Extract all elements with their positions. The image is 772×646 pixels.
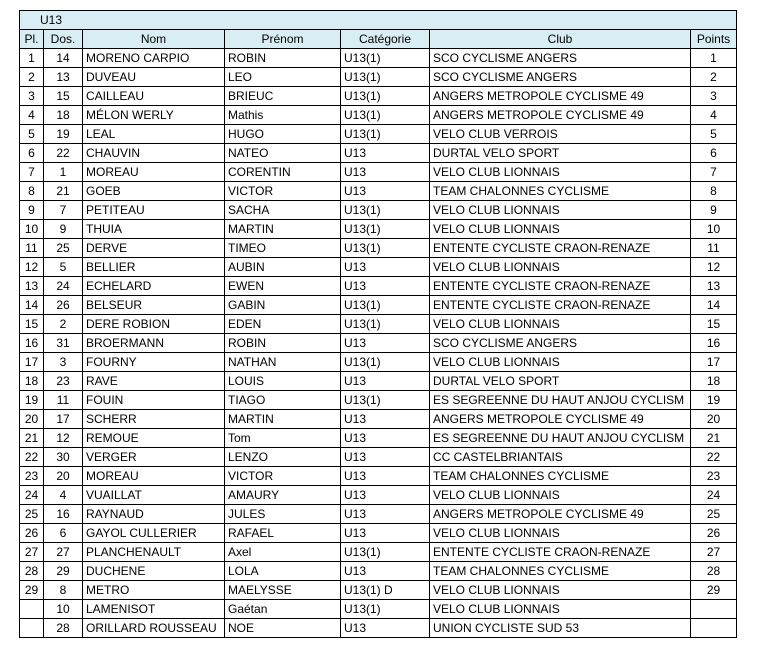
cell-points: 16	[691, 334, 737, 353]
cell-club: ES SEGREENNE DU HAUT ANJOU CYCLISM	[430, 429, 691, 448]
cell-place: 20	[20, 410, 44, 429]
table-row	[20, 144, 737, 163]
cell-last-name: VERGER	[83, 448, 225, 467]
table-row	[20, 372, 737, 391]
cell-category: U13(1)	[341, 49, 430, 68]
cell-first-name: NATEO	[225, 144, 341, 163]
cell-bib: 20	[44, 467, 83, 486]
table-row	[20, 201, 737, 220]
cell-club: VELO CLUB LIONNAIS	[430, 201, 691, 220]
table-row	[20, 87, 737, 106]
cell-first-name: NOE	[225, 619, 341, 638]
cell-club: ANGERS METROPOLE CYCLISME 49	[430, 410, 691, 429]
cell-club: VELO CLUB LIONNAIS	[430, 486, 691, 505]
results-table	[19, 10, 737, 638]
cell-place: 8	[20, 182, 44, 201]
category-title-row	[20, 11, 737, 30]
cell-points	[691, 600, 737, 619]
header-points: Points	[691, 30, 737, 49]
cell-last-name: MOREAU	[83, 467, 225, 486]
table-row	[20, 296, 737, 315]
table-row	[20, 486, 737, 505]
cell-bib: 9	[44, 220, 83, 239]
cell-bib: 11	[44, 391, 83, 410]
table-row	[20, 429, 737, 448]
cell-points: 1	[691, 49, 737, 68]
cell-category: U13(1)	[341, 353, 430, 372]
cell-place	[20, 619, 44, 638]
table-row	[20, 562, 737, 581]
cell-category: U13	[341, 619, 430, 638]
cell-club: DURTAL VELO SPORT	[430, 144, 691, 163]
cell-last-name: LEAL	[83, 125, 225, 144]
cell-points: 25	[691, 505, 737, 524]
cell-place: 9	[20, 201, 44, 220]
cell-place: 10	[20, 220, 44, 239]
cell-points: 2	[691, 68, 737, 87]
cell-last-name: METRO	[83, 581, 225, 600]
cell-bib: 19	[44, 125, 83, 144]
cell-points	[691, 619, 737, 638]
cell-bib: 24	[44, 277, 83, 296]
cell-category: U13	[341, 505, 430, 524]
cell-last-name: FOUIN	[83, 391, 225, 410]
cell-last-name: MORENO CARPIO	[83, 49, 225, 68]
cell-points: 8	[691, 182, 737, 201]
cell-last-name: CAILLEAU	[83, 87, 225, 106]
cell-bib: 27	[44, 543, 83, 562]
cell-first-name: TIMEO	[225, 239, 341, 258]
cell-first-name: AMAURY	[225, 486, 341, 505]
cell-points: 21	[691, 429, 737, 448]
cell-place: 13	[20, 277, 44, 296]
cell-first-name: AUBIN	[225, 258, 341, 277]
cell-category: U13(1)	[341, 543, 430, 562]
table-row	[20, 619, 737, 638]
cell-last-name: THUIA	[83, 220, 225, 239]
cell-place: 22	[20, 448, 44, 467]
cell-points: 15	[691, 315, 737, 334]
cell-club: VELO CLUB LIONNAIS	[430, 353, 691, 372]
cell-first-name: Tom	[225, 429, 341, 448]
cell-bib: 30	[44, 448, 83, 467]
cell-place: 12	[20, 258, 44, 277]
cell-first-name: Gaétan	[225, 600, 341, 619]
cell-club: ENTENTE CYCLISTE CRAON-RENAZE	[430, 239, 691, 258]
cell-category: U13(1)	[341, 87, 430, 106]
cell-bib: 31	[44, 334, 83, 353]
cell-bib: 25	[44, 239, 83, 258]
cell-points: 23	[691, 467, 737, 486]
cell-place: 28	[20, 562, 44, 581]
table-row	[20, 581, 737, 600]
cell-category: U13	[341, 410, 430, 429]
cell-club: ES SEGREENNE DU HAUT ANJOU CYCLISM	[430, 391, 691, 410]
cell-points: 22	[691, 448, 737, 467]
cell-category: U13	[341, 562, 430, 581]
cell-category: U13(1)	[341, 600, 430, 619]
cell-bib: 21	[44, 182, 83, 201]
cell-place	[20, 600, 44, 619]
cell-last-name: RAYNAUD	[83, 505, 225, 524]
table-row	[20, 163, 737, 182]
cell-first-name: SACHA	[225, 201, 341, 220]
cell-bib: 17	[44, 410, 83, 429]
cell-last-name: REMOUE	[83, 429, 225, 448]
cell-category: U13(1)	[341, 315, 430, 334]
cell-points: 3	[691, 87, 737, 106]
cell-last-name: SCHERR	[83, 410, 225, 429]
cell-category: U13	[341, 429, 430, 448]
cell-place: 5	[20, 125, 44, 144]
table-row	[20, 448, 737, 467]
cell-bib: 16	[44, 505, 83, 524]
table-row	[20, 543, 737, 562]
cell-bib: 13	[44, 68, 83, 87]
cell-place: 6	[20, 144, 44, 163]
cell-club: ANGERS METROPOLE CYCLISME 49	[430, 505, 691, 524]
cell-last-name: GAYOL CULLERIER	[83, 524, 225, 543]
cell-first-name: LENZO	[225, 448, 341, 467]
cell-place: 11	[20, 239, 44, 258]
cell-place: 16	[20, 334, 44, 353]
table-row	[20, 125, 737, 144]
cell-club: ENTENTE CYCLISTE CRAON-RENAZE	[430, 277, 691, 296]
cell-first-name: CORENTIN	[225, 163, 341, 182]
cell-last-name: ECHELARD	[83, 277, 225, 296]
cell-bib: 12	[44, 429, 83, 448]
cell-club: ENTENTE CYCLISTE CRAON-RENAZE	[430, 296, 691, 315]
cell-club: VELO CLUB LIONNAIS	[430, 600, 691, 619]
table-row	[20, 49, 737, 68]
cell-club: ANGERS METROPOLE CYCLISME 49	[430, 106, 691, 125]
cell-points: 10	[691, 220, 737, 239]
table-row	[20, 391, 737, 410]
cell-category: U13(1)	[341, 391, 430, 410]
cell-bib: 14	[44, 49, 83, 68]
cell-first-name: JULES	[225, 505, 341, 524]
cell-category: U13(1)	[341, 125, 430, 144]
header-nom: Nom	[83, 30, 225, 49]
cell-club: TEAM CHALONNES CYCLISME	[430, 467, 691, 486]
cell-first-name: BRIEUC	[225, 87, 341, 106]
cell-points: 12	[691, 258, 737, 277]
cell-first-name: TIAGO	[225, 391, 341, 410]
cell-points: 14	[691, 296, 737, 315]
cell-category: U13	[341, 163, 430, 182]
cell-last-name: CHAUVIN	[83, 144, 225, 163]
cell-first-name: VICTOR	[225, 467, 341, 486]
cell-last-name: FOURNY	[83, 353, 225, 372]
cell-last-name: MÉLON WERLY	[83, 106, 225, 125]
header-row	[20, 30, 737, 49]
cell-points: 28	[691, 562, 737, 581]
cell-club: ANGERS METROPOLE CYCLISME 49	[430, 87, 691, 106]
cell-last-name: DUCHENE	[83, 562, 225, 581]
cell-club: DURTAL VELO SPORT	[430, 372, 691, 391]
cell-place: 23	[20, 467, 44, 486]
cell-first-name: NATHAN	[225, 353, 341, 372]
cell-club: CC CASTELBRIANTAIS	[430, 448, 691, 467]
cell-last-name: BELSEUR	[83, 296, 225, 315]
cell-category: U13	[341, 448, 430, 467]
cell-bib: 18	[44, 106, 83, 125]
table-row	[20, 277, 737, 296]
cell-points: 24	[691, 486, 737, 505]
cell-category: U13	[341, 182, 430, 201]
cell-first-name: EDEN	[225, 315, 341, 334]
cell-place: 15	[20, 315, 44, 334]
cell-points: 26	[691, 524, 737, 543]
table-row	[20, 467, 737, 486]
table-row	[20, 505, 737, 524]
cell-points: 5	[691, 125, 737, 144]
cell-bib: 7	[44, 201, 83, 220]
cell-category: U13	[341, 258, 430, 277]
cell-club: VELO CLUB LIONNAIS	[430, 163, 691, 182]
cell-category: U13	[341, 144, 430, 163]
table-row	[20, 353, 737, 372]
cell-bib: 4	[44, 486, 83, 505]
cell-points: 13	[691, 277, 737, 296]
cell-category: U13(1)	[341, 68, 430, 87]
cell-bib: 10	[44, 600, 83, 619]
cell-category: U13(1)	[341, 201, 430, 220]
cell-last-name: MOREAU	[83, 163, 225, 182]
cell-place: 25	[20, 505, 44, 524]
cell-club: VELO CLUB LIONNAIS	[430, 315, 691, 334]
cell-place: 14	[20, 296, 44, 315]
cell-last-name: DERE ROBION	[83, 315, 225, 334]
cell-points: 4	[691, 106, 737, 125]
cell-category: U13	[341, 467, 430, 486]
header-pl: Pl.	[20, 30, 44, 49]
cell-bib: 1	[44, 163, 83, 182]
cell-points: 9	[691, 201, 737, 220]
cell-first-name: GABIN	[225, 296, 341, 315]
cell-category: U13	[341, 372, 430, 391]
cell-place: 18	[20, 372, 44, 391]
cell-last-name: PLANCHENAULT	[83, 543, 225, 562]
cell-bib: 2	[44, 315, 83, 334]
cell-points: 29	[691, 581, 737, 600]
cell-club: VELO CLUB LIONNAIS	[430, 524, 691, 543]
cell-place: 17	[20, 353, 44, 372]
table-row	[20, 524, 737, 543]
cell-category: U13	[341, 277, 430, 296]
cell-club: SCO CYCLISME ANGERS	[430, 68, 691, 87]
cell-bib: 15	[44, 87, 83, 106]
table-row	[20, 315, 737, 334]
header-club: Club	[430, 30, 691, 49]
header-categorie: Catégorie	[341, 30, 430, 49]
cell-category: U13(1)	[341, 106, 430, 125]
cell-place: 2	[20, 68, 44, 87]
cell-bib: 28	[44, 619, 83, 638]
cell-points: 19	[691, 391, 737, 410]
cell-place: 29	[20, 581, 44, 600]
cell-bib: 26	[44, 296, 83, 315]
cell-bib: 8	[44, 581, 83, 600]
cell-points: 17	[691, 353, 737, 372]
cell-bib: 6	[44, 524, 83, 543]
cell-last-name: BROERMANN	[83, 334, 225, 353]
cell-place: 24	[20, 486, 44, 505]
cell-points: 11	[691, 239, 737, 258]
cell-club: SCO CYCLISME ANGERS	[430, 334, 691, 353]
cell-place: 7	[20, 163, 44, 182]
cell-last-name: VUAILLAT	[83, 486, 225, 505]
cell-first-name: LOLA	[225, 562, 341, 581]
cell-category: U13	[341, 486, 430, 505]
cell-last-name: RAVE	[83, 372, 225, 391]
cell-bib: 3	[44, 353, 83, 372]
cell-place: 19	[20, 391, 44, 410]
cell-last-name: ORILLARD ROUSSEAU	[83, 619, 225, 638]
header-dos: Dos.	[44, 30, 83, 49]
cell-bib: 29	[44, 562, 83, 581]
cell-club: SCO CYCLISME ANGERS	[430, 49, 691, 68]
cell-place: 21	[20, 429, 44, 448]
cell-last-name: GOEB	[83, 182, 225, 201]
cell-last-name: LAMENISOT	[83, 600, 225, 619]
cell-first-name: ROBIN	[225, 334, 341, 353]
cell-first-name: LEO	[225, 68, 341, 87]
cell-points: 20	[691, 410, 737, 429]
table-row	[20, 600, 737, 619]
cell-points: 18	[691, 372, 737, 391]
cell-category: U13(1)	[341, 220, 430, 239]
cell-last-name: DERVE	[83, 239, 225, 258]
cell-category: U13(1)	[341, 296, 430, 315]
cell-place: 3	[20, 87, 44, 106]
cell-first-name: EWEN	[225, 277, 341, 296]
cell-first-name: ROBIN	[225, 49, 341, 68]
cell-category: U13(1)	[341, 239, 430, 258]
cell-last-name: PETITEAU	[83, 201, 225, 220]
table-row	[20, 410, 737, 429]
cell-first-name: MARTIN	[225, 410, 341, 429]
cell-category: U13	[341, 524, 430, 543]
cell-club: VELO CLUB LIONNAIS	[430, 258, 691, 277]
cell-place: 4	[20, 106, 44, 125]
cell-first-name: HUGO	[225, 125, 341, 144]
table-row	[20, 258, 737, 277]
cell-bib: 22	[44, 144, 83, 163]
table-row	[20, 239, 737, 258]
cell-first-name: LOUIS	[225, 372, 341, 391]
cell-first-name: RAFAEL	[225, 524, 341, 543]
table-row	[20, 68, 737, 87]
cell-points: 6	[691, 144, 737, 163]
table-row	[20, 106, 737, 125]
cell-first-name: MARTIN	[225, 220, 341, 239]
cell-points: 27	[691, 543, 737, 562]
cell-category: U13(1) D	[341, 581, 430, 600]
table-row	[20, 334, 737, 353]
cell-first-name: MAELYSSE	[225, 581, 341, 600]
cell-club: VELO CLUB VERROIS	[430, 125, 691, 144]
cell-club: VELO CLUB LIONNAIS	[430, 581, 691, 600]
cell-club: UNION CYCLISTE SUD 53	[430, 619, 691, 638]
category-title: U13	[20, 11, 737, 30]
cell-club: ENTENTE CYCLISTE CRAON-RENAZE	[430, 543, 691, 562]
cell-bib: 23	[44, 372, 83, 391]
cell-club: VELO CLUB LIONNAIS	[430, 220, 691, 239]
table-row	[20, 220, 737, 239]
cell-points: 7	[691, 163, 737, 182]
table-row	[20, 182, 737, 201]
cell-first-name: VICTOR	[225, 182, 341, 201]
cell-last-name: BELLIER	[83, 258, 225, 277]
cell-club: TEAM CHALONNES CYCLISME	[430, 562, 691, 581]
cell-place: 1	[20, 49, 44, 68]
cell-last-name: DUVEAU	[83, 68, 225, 87]
cell-bib: 5	[44, 258, 83, 277]
cell-category: U13	[341, 334, 430, 353]
cell-place: 27	[20, 543, 44, 562]
cell-club: TEAM CHALONNES CYCLISME	[430, 182, 691, 201]
cell-place: 26	[20, 524, 44, 543]
header-prenom: Prénom	[225, 30, 341, 49]
cell-first-name: Mathis	[225, 106, 341, 125]
cell-first-name: Axel	[225, 543, 341, 562]
